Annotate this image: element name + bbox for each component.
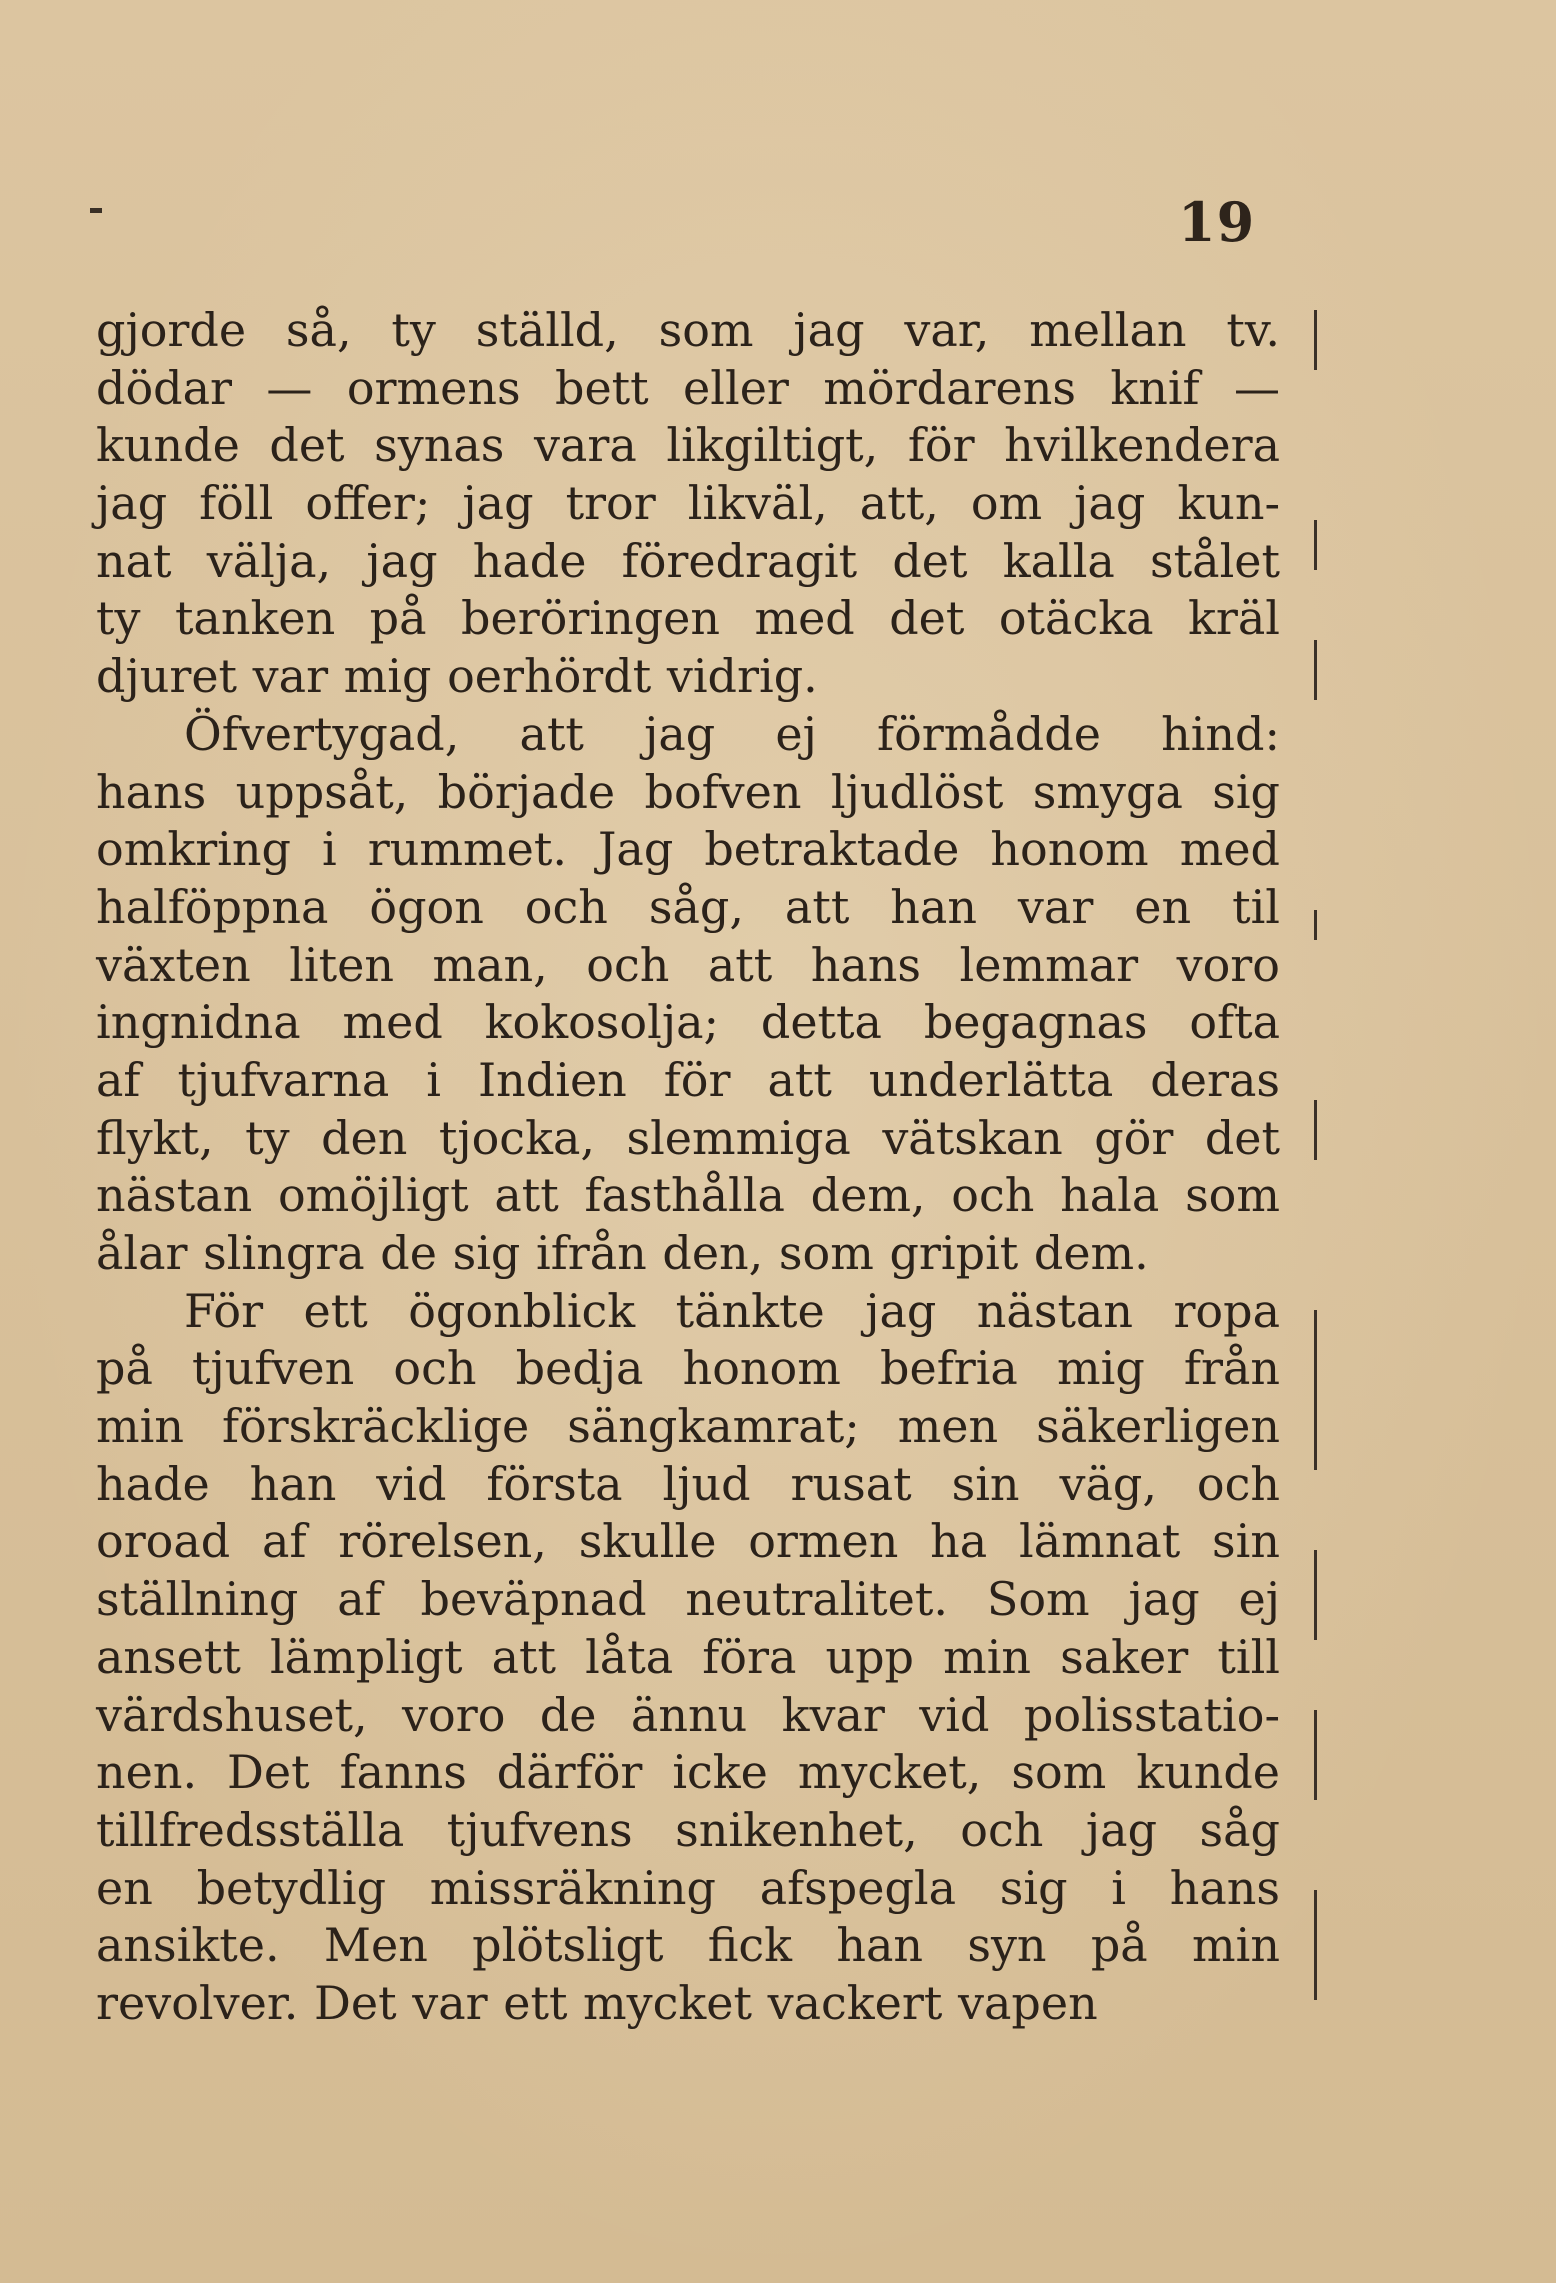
text-line: kunde det synas vara likgiltigt, för hvilkendera bbox=[96, 418, 1280, 473]
text-line: För ett ögonblick tänkte jag nästan ropa bbox=[184, 1283, 1280, 1338]
text-line: min förskräcklige sängkamrat; men säkerligen bbox=[96, 1399, 1280, 1454]
text-line: växten liten man, och att hans lemmar voro bbox=[96, 937, 1280, 992]
edge-mark bbox=[1314, 520, 1317, 570]
text-line: oroad af rörelsen, skulle ormen ha lämnat sin bbox=[96, 1514, 1280, 1569]
text-line: dödar — ormens bett eller mördarens knif — bbox=[96, 360, 1280, 415]
text-line: hade han vid första ljud rusat sin väg, och bbox=[96, 1456, 1280, 1511]
text-line: värdshuset, voro de ännu kvar vid polisstatio- bbox=[96, 1687, 1280, 1742]
text-line: ålar slingra de sig ifrån den, som gripit dem. bbox=[96, 1226, 1149, 1280]
text-line: jag föll offer; jag tror likväl, att, om jag kun- bbox=[96, 476, 1280, 531]
text-line: hans uppsåt, började bofven ljudlöst smyga sig bbox=[96, 764, 1280, 819]
text-line: af tjufvarna i Indien för att underlätta deras bbox=[96, 1052, 1280, 1107]
text-line: ansikte. Men plötsligt fick han syn på min bbox=[96, 1918, 1280, 1973]
text-line: omkring i rummet. Jag betraktade honom med bbox=[96, 822, 1280, 877]
text-line: ställning af beväpnad neutralitet. Som jag ej bbox=[96, 1572, 1280, 1627]
text-line: nen. Det fanns därför icke mycket, som kunde bbox=[96, 1745, 1280, 1800]
edge-mark bbox=[1314, 640, 1317, 700]
margin-dash-mark bbox=[90, 208, 102, 213]
text-line: Öfvertygad, att jag ej förmådde hind: bbox=[184, 706, 1280, 761]
body-text bbox=[96, 302, 1280, 2033]
edge-mark bbox=[1314, 1890, 1317, 2000]
text-line: halföppna ögon och såg, att han var en til bbox=[96, 879, 1280, 934]
page-number: 19 bbox=[1178, 190, 1256, 254]
text-line: ansett lämpligt att låta föra upp min saker till bbox=[96, 1629, 1280, 1684]
binding-edge-marks bbox=[1300, 250, 1340, 2050]
text-line: nästan omöjligt att fasthålla dem, och hala som bbox=[96, 1168, 1280, 1223]
text-line: en betydlig missräkning afspegla sig i hans bbox=[96, 1860, 1280, 1915]
edge-mark bbox=[1314, 1310, 1317, 1470]
edge-mark bbox=[1314, 910, 1317, 940]
text-line: på tjufven och bedja honom befria mig från bbox=[96, 1341, 1280, 1396]
text-line: djuret var mig oerhördt vidrig. bbox=[96, 649, 818, 704]
edge-mark bbox=[1314, 1100, 1317, 1160]
text-line: ty tanken på beröringen med det otäcka kräl bbox=[96, 591, 1280, 646]
edge-mark bbox=[1314, 1550, 1317, 1640]
edge-mark bbox=[1314, 1710, 1317, 1800]
text-line: ingnidna med kokosolja; detta begagnas ofta bbox=[96, 995, 1280, 1050]
text-line: flykt, ty den tjocka, slemmiga vätskan gör det bbox=[96, 1110, 1280, 1165]
text-line: revolver. Det var ett mycket vackert vapen bbox=[96, 1975, 1098, 2030]
edge-mark bbox=[1314, 310, 1317, 370]
text-line: nat välja, jag hade föredragit det kalla stålet bbox=[96, 533, 1280, 588]
text-line: tillfredsställa tjufvens snikenhet, och jag såg bbox=[96, 1802, 1280, 1857]
text-line: gjorde så, ty ställd, som jag var, mellan tv. bbox=[96, 303, 1280, 357]
